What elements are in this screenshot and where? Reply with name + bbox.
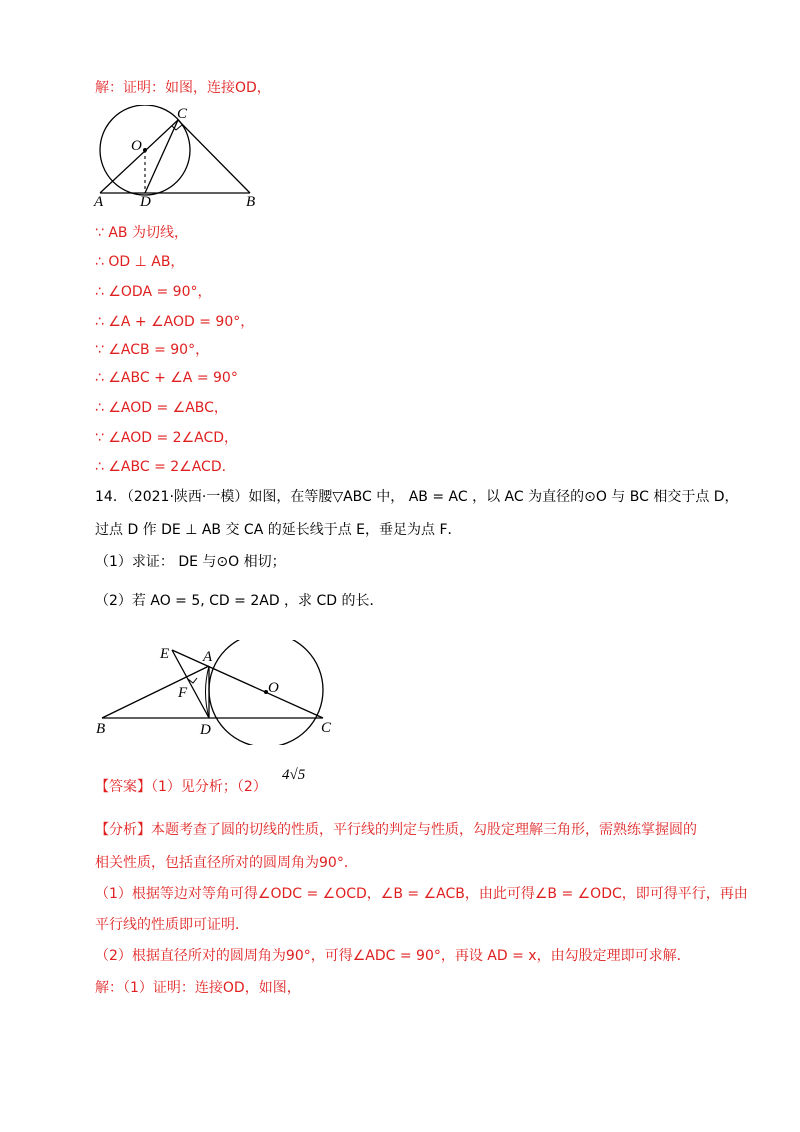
fig1-segment-cd [145,120,178,193]
analysis-line-2: 相关性质，包括直径所对的圆周角为90°． [95,855,358,871]
fig1-label-o: O [131,138,142,154]
analysis-line-1: 【分析】本题考查了圆的切线的性质，平行线的判定与性质，勾股定理解三角形，需熟练掌握圆的 [95,822,697,838]
fig1-center-dot [143,148,147,152]
prev-step-9: ∴ ∠ABC = 2∠ACD． [95,459,236,475]
prev-step-3: ∴ ∠ODA = 90°， [95,284,212,300]
analysis-line-4: 平行线的性质即可证明． [95,917,249,933]
prev-step-6: ∴ ∠ABC + ∠A = 90° [95,370,238,386]
answer-value: 4√5 [282,767,306,783]
prev-solution-intro: 解：证明：如图，连接OD， [95,80,271,96]
problem-question-2: （2）若 AO = 5, CD = 2AD ，求 CD 的长． [95,593,384,609]
fig1-label-a: A [94,194,104,210]
analysis-line-6: 解：（1）证明：连接OD，如图， [95,980,301,996]
fig2-label-d: D [200,722,211,738]
prev-step-7: ∴ ∠AOD = ∠ABC， [95,400,228,416]
prev-step-4: ∴ ∠A + ∠AOD = 90°， [95,314,255,330]
fig1-label-b: B [246,194,256,210]
figure-2 [92,640,352,745]
prev-step-2: ∴ OD ⊥ AB， [95,254,185,270]
analysis-line-3: （1）根据等边对等角可得∠ODC = ∠OCD，∠B = ∠ACB，由此可得∠B = ∠ODC，即可得平行，再由 [95,886,748,902]
fig2-segment-ba [102,666,209,718]
problem-line-1: 14．（2021·陕西·一模）如图，在等腰▽ABC 中， AB = AC ，以 AC 为直径的⊙O 与 BC 相交于点 D， [95,489,739,505]
fig2-label-b: B [96,721,106,737]
prev-step-8: ∵ ∠AOD = 2∠ACD， [95,430,239,446]
answer-line [95,777,267,797]
problem-line-2: 过点 D 作 DE ⊥ AB 交 CA 的延长线于点 E，垂足为点 F． [95,522,462,538]
figure-1 [90,105,270,210]
prev-step-1: ∵ AB 为切线， [95,225,188,241]
fig2-segment-ec [172,650,323,718]
fig2-label-a: A [203,649,213,665]
fig1-label-c: C [177,106,188,122]
fig2-label-e: E [160,646,170,662]
answer-text: 【答案】（1）见分析；（2） [95,779,267,795]
analysis-line-5: （2）根据直径所对的圆周角为90°，可得∠ADC = 90°，再设 AD = x，由勾股定理即可求解． [95,948,691,964]
problem-question-1: （1）求证： DE 与⊙O 相切； [95,554,286,570]
fig2-label-o: O [268,680,279,696]
prev-step-5: ∵ ∠ACB = 90°， [95,342,210,358]
fig1-segment-cb [178,120,250,193]
fig1-label-d: D [140,194,151,210]
fig2-label-c: C [321,720,332,736]
fig2-label-f: F [178,685,188,701]
fig1-segment-ac [100,120,178,193]
